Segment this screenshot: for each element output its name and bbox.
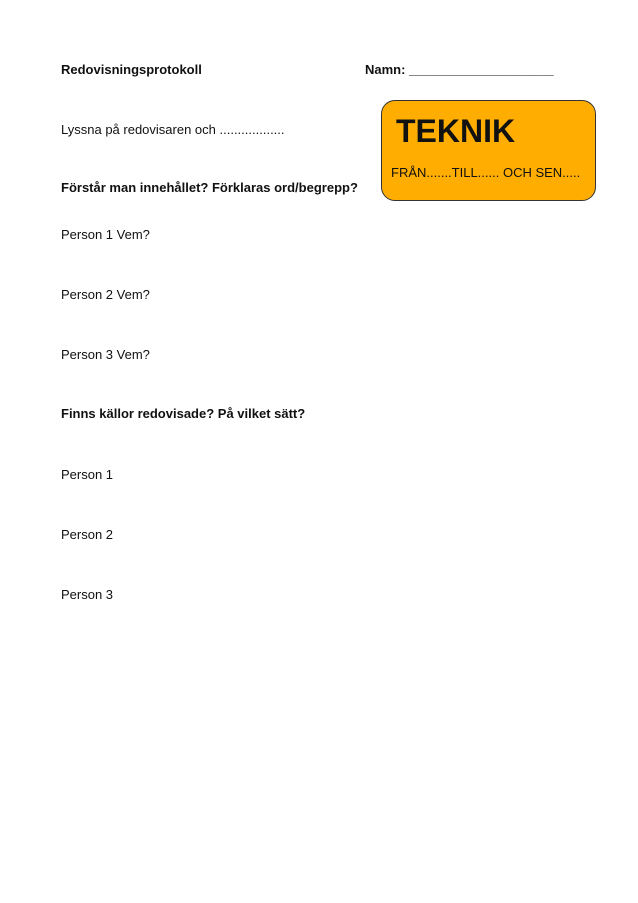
name-field-label: Namn: ____________________ <box>365 62 554 77</box>
teknik-title: TEKNIK <box>396 113 516 149</box>
teknik-subtitle: FRÅN.......TILL...... OCH SEN..... <box>391 165 581 180</box>
section2-heading: Finns källor redovisade? På vilket sätt? <box>61 406 306 421</box>
section2-person-1: Person 1 <box>61 467 114 482</box>
section1-person-1: Person 1 Vem? <box>61 227 150 242</box>
section2-person-3: Person 3 <box>61 587 114 602</box>
section1-heading: Förstår man innehållet? Förklaras ord/begrepp? <box>61 180 358 195</box>
section2-person-2: Person 2 <box>61 527 114 542</box>
teknik-badge <box>381 100 596 201</box>
section1-person-3: Person 3 Vem? <box>61 347 150 362</box>
section1-person-2: Person 2 Vem? <box>61 287 150 302</box>
instruction-text: Lyssna på redovisaren och .................. <box>61 122 285 137</box>
document-title: Redovisningsprotokoll <box>61 62 202 77</box>
